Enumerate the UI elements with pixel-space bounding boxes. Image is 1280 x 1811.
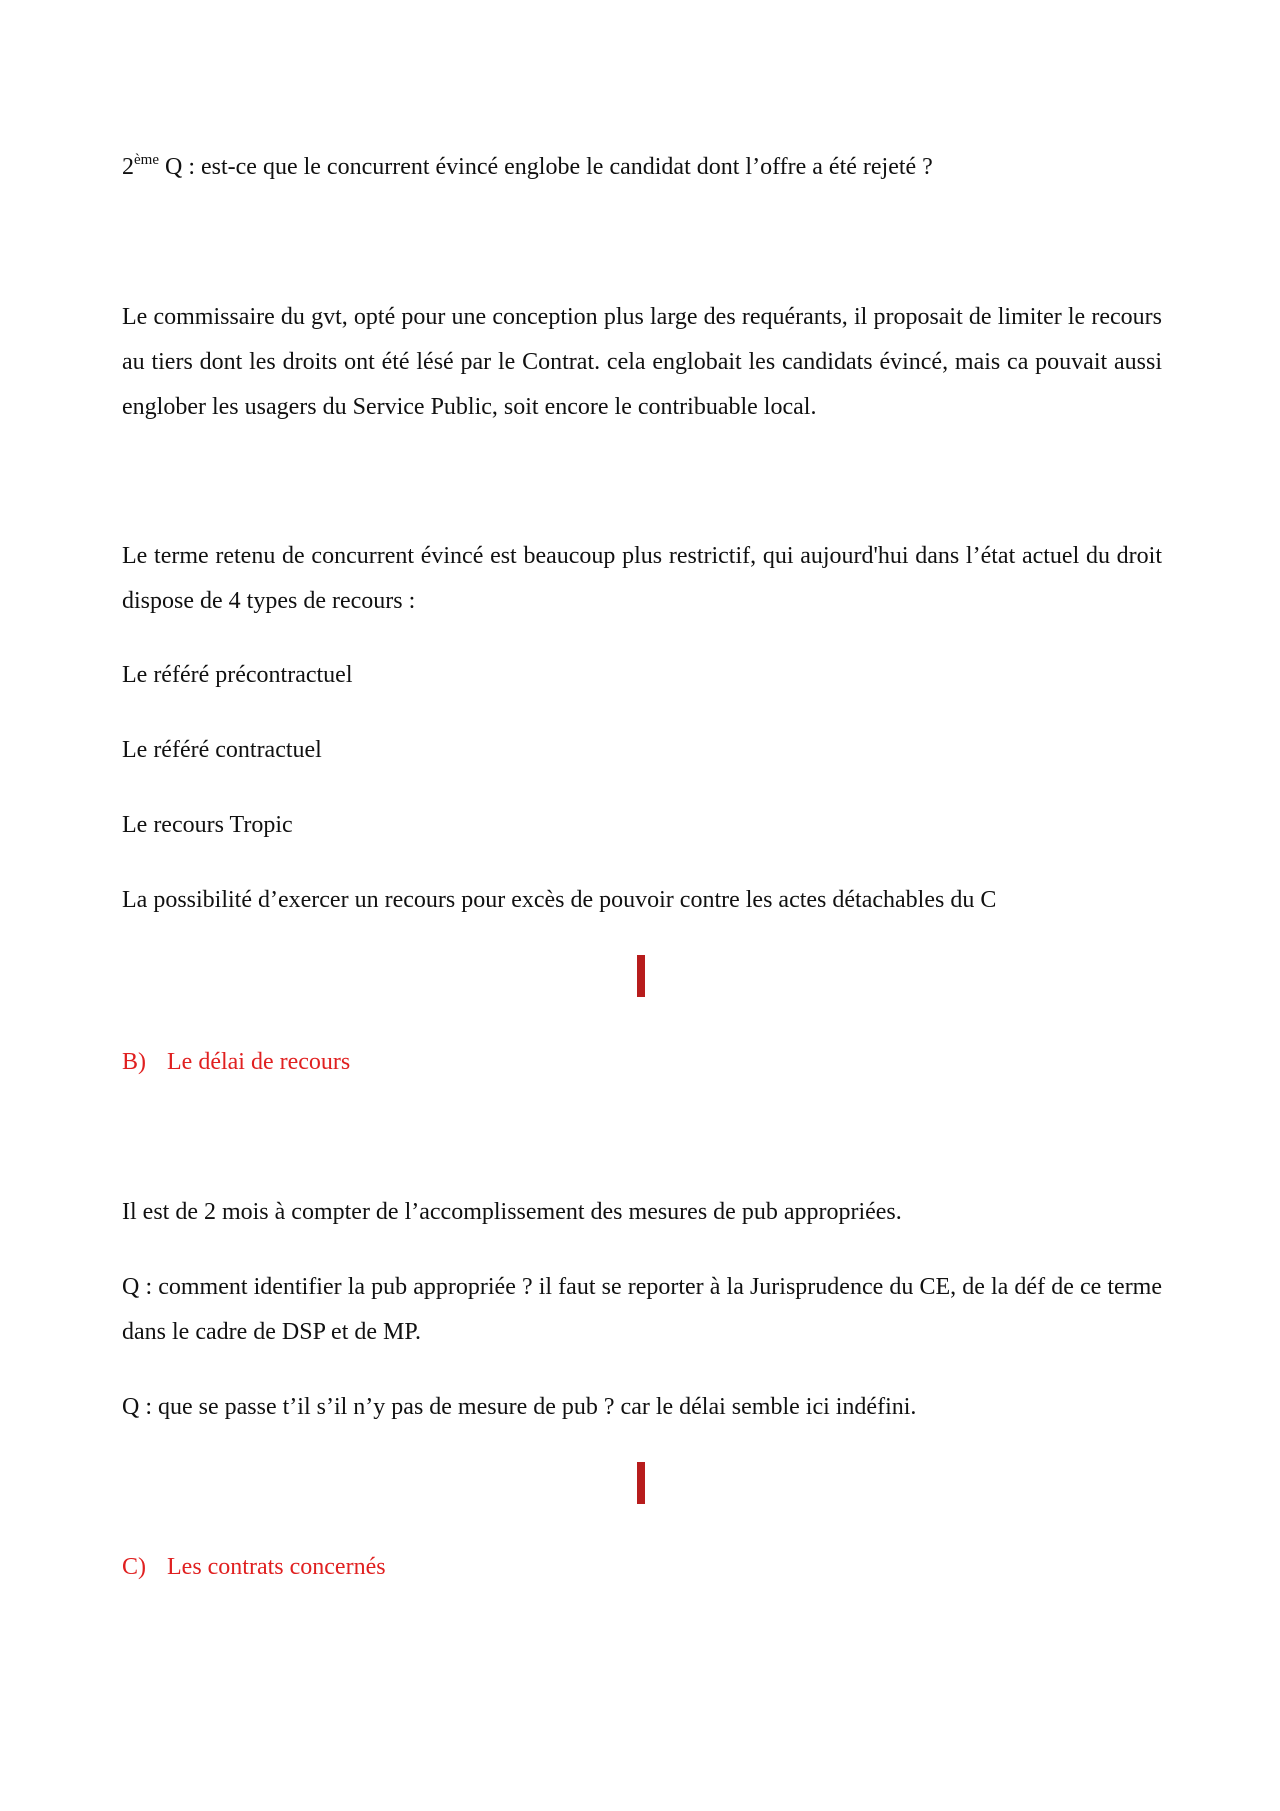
question-text: Q : est-ce que le concurrent évincé englobe le candidat dont l’offre a été rejeté ? — [158, 154, 933, 180]
section-marker — [637, 1462, 645, 1504]
question-number: 2 — [122, 154, 134, 180]
paragraph-delai: Il est de 2 mois à compter de l’accomplissement des mesures de pub appropriées. — [122, 1199, 902, 1225]
paragraph-commissaire: Le commissaire du gvt, opté pour une conception plus large des requérants, il proposait de limiter le recours au tiers dont les droits ont été lésé par le Contrat. cela englobait les candidats évincé, mais ca pouvait aussi englober les usagers du Service Public, soit encore le contribuable local. — [122, 304, 1162, 420]
list-item: La possibilité d’exercer un recours pour excès de pouvoir contre les actes détachables du C — [122, 887, 997, 913]
heading-b-title: Le délai de recours — [167, 1049, 351, 1075]
list-item: Le recours Tropic — [122, 812, 293, 838]
heading-c-title: Les contrats concernés — [167, 1554, 386, 1580]
heading-b — [122, 1040, 1162, 1085]
paragraph-question-pub: Q : comment identifier la pub appropriée ? il faut se reporter à la Jurisprudence du CE, de la déf de ce terme dans le cadre de DSP et de MP. — [122, 1274, 1162, 1345]
paragraph-terme-retenu: Le terme retenu de concurrent évincé est beaucoup plus restrictif, qui aujourd'hui dans l’état actuel du droit dispose de 4 types de recours : — [122, 543, 1162, 614]
ordinal-suffix: ème — [134, 152, 159, 168]
list-item: Le référé contractuel — [122, 737, 322, 763]
heading-c-letter: C) — [122, 1554, 146, 1580]
list-item: Le référé précontractuel — [122, 662, 353, 688]
section-marker — [637, 955, 645, 997]
heading-c — [122, 1545, 1162, 1590]
question-2 — [122, 145, 1162, 190]
heading-b-letter: B) — [122, 1049, 146, 1075]
paragraph-question-mesure: Q : que se passe t’il s’il n’y pas de mesure de pub ? car le délai semble ici indéfini. — [122, 1394, 917, 1420]
